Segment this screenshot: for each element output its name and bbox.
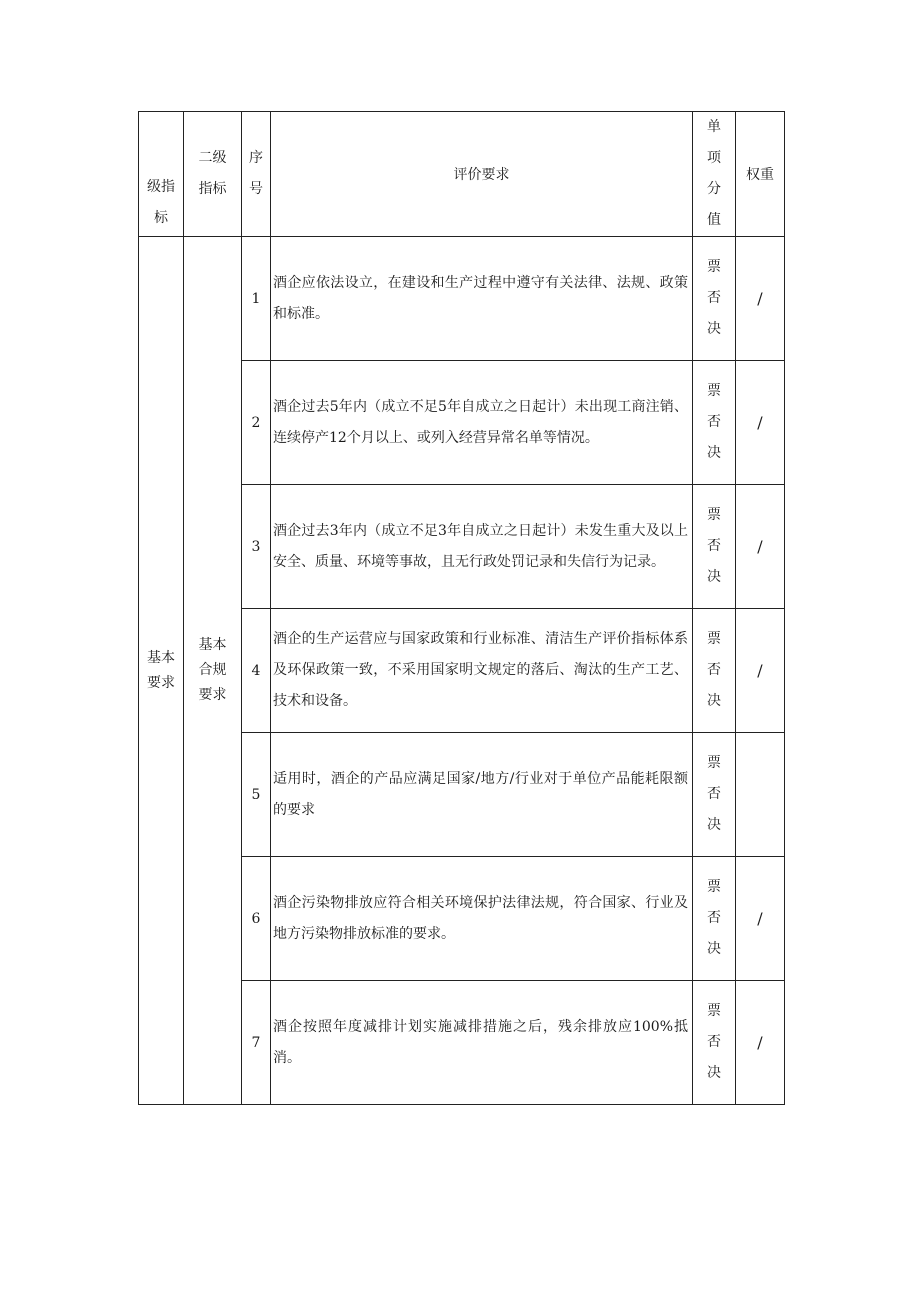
header-requirement: 评价要求: [271, 112, 693, 237]
row-seq: 7: [242, 981, 271, 1105]
row-requirement: 酒企的生产运营应与国家政策和行业标准、清洁生产评价指标体系及环保政策一致，不采用国家明文规定的落后、淘汰的生产工艺、技术和设备。: [271, 609, 693, 733]
group-level1: 基本要求: [139, 237, 184, 1105]
row-seq: 4: [242, 609, 271, 733]
group-level2: 基本合规要求: [184, 237, 242, 1105]
row-score: 票否决: [693, 981, 736, 1105]
row-score: 票否决: [693, 237, 736, 361]
row-requirement: 酒企应依法设立，在建设和生产过程中遵守有关法律、法规、政策和标准。: [271, 237, 693, 361]
header-seq: 序号: [242, 112, 271, 237]
row-score: 票否决: [693, 857, 736, 981]
row-seq: 5: [242, 733, 271, 857]
row-score: 票否决: [693, 609, 736, 733]
evaluation-table: [138, 111, 785, 1105]
row-seq: 3: [242, 485, 271, 609]
row-score: 票否决: [693, 485, 736, 609]
row-weight: /: [736, 485, 785, 609]
header-weight: 权重: [736, 112, 785, 237]
row-score: 票否决: [693, 361, 736, 485]
row-requirement: 酒企污染物排放应符合相关环境保护法律法规，符合国家、行业及地方污染物排放标准的要求。: [271, 857, 693, 981]
row-requirement: 适用时，酒企的产品应满足国家/地方/行业对于单位产品能耗限额的要求: [271, 733, 693, 857]
header-level2: 二级指标: [184, 112, 242, 237]
row-weight: /: [736, 237, 785, 361]
row-seq: 6: [242, 857, 271, 981]
table-row: [139, 237, 785, 361]
row-weight: [736, 733, 785, 857]
row-seq: 1: [242, 237, 271, 361]
header-row: [139, 112, 785, 237]
row-weight: /: [736, 609, 785, 733]
header-score: 单项分值: [693, 112, 736, 237]
row-requirement: 酒企过去3年内（成立不足3年自成立之日起计）未发生重大及以上安全、质量、环境等事故，且无行政处罚记录和失信行为记录。: [271, 485, 693, 609]
row-seq: 2: [242, 361, 271, 485]
row-requirement: 酒企过去5年内（成立不足5年自成立之日起计）未出现工商注销、连续停产12个月以上、或列入经营异常名单等情况。: [271, 361, 693, 485]
row-weight: /: [736, 361, 785, 485]
row-weight: /: [736, 857, 785, 981]
row-requirement: 酒企按照年度减排计划实施减排措施之后，残余排放应100%抵消。: [271, 981, 693, 1105]
row-weight: /: [736, 981, 785, 1105]
row-score: 票否决: [693, 733, 736, 857]
header-level1: 级指标: [139, 112, 184, 237]
